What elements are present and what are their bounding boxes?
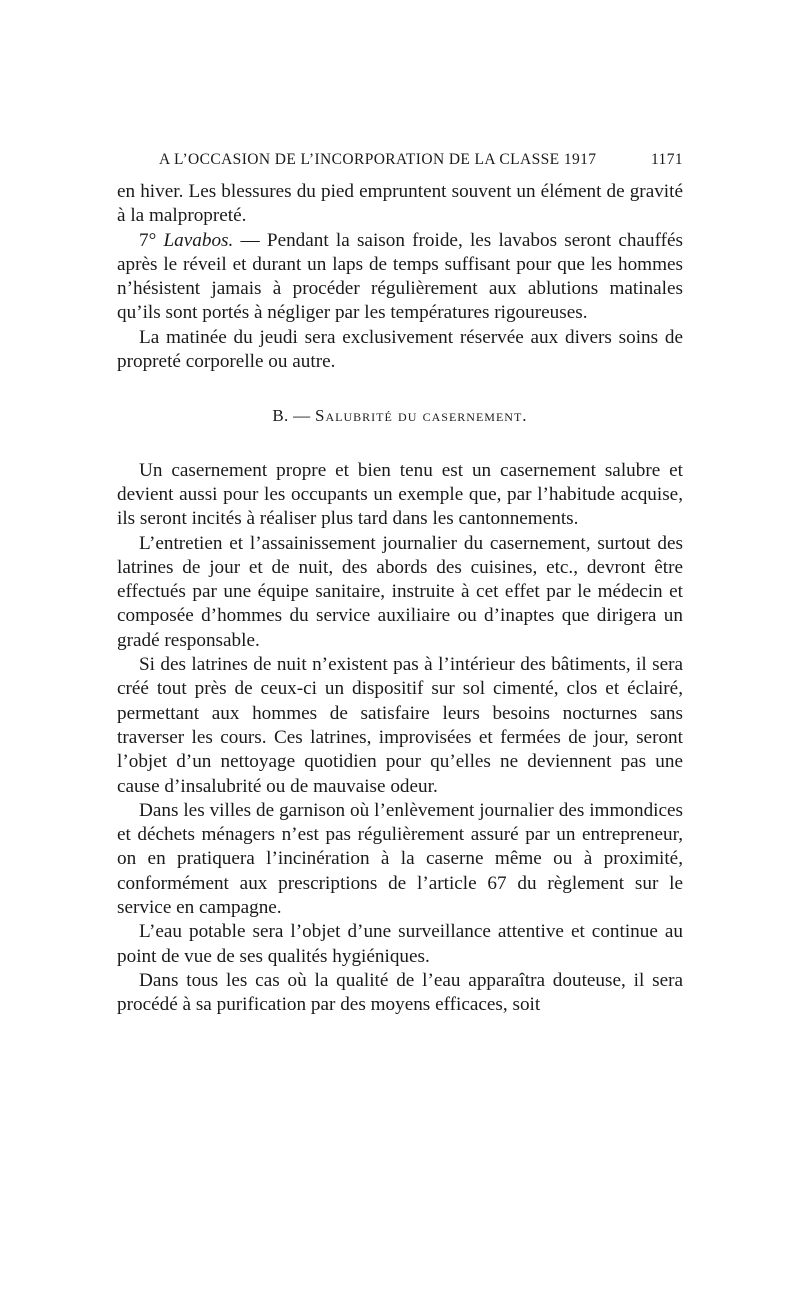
paragraph-latrines: Si des latrines de nuit n’existent pas à l’intérieur des bâtiments, il sera créé tout près de ceux-ci un dispositif sur sol cimenté, clos et éclairé, permettant aux hommes de satisfaire leurs besoins nocturnes sans traverser les cours. Ces latrines, improvisées et fermées de jour, seront l’objet d’un nettoyage quotidien pour qu’elles ne deviennent pas une cause d’insalubrité ou de mauvaise odeur. <box>117 654 683 797</box>
paragraph-immondices: Dans les villes de garnison où l’enlèvement journalier des immondices et déchets ménagers n’est pas régulièrement assuré par un entrepreneur, on en pratiquera l’incinération à la caserne même ou à proximité, conformément aux prescriptions de l’article 67 du règlement sur le service en campagne. <box>117 799 683 919</box>
section-letter: B. — <box>272 406 316 426</box>
paragraph-jeudi: La matinée du jeudi sera exclusivement réservée aux divers soins de propreté corporelle ou autre. <box>117 326 683 373</box>
paragraph-lavabos <box>117 229 683 326</box>
paragraph-eau-potable: L’eau potable sera l’objet d’une surveillance attentive et continue au point de vue de ses qualités hygiéniques. <box>117 921 683 967</box>
paragraph-casernement: Un casernement propre et bien tenu est un casernement salubre et devient aussi pour les occupants un exemple que, par l’habitude acquise, ils seront incités à réaliser plus tard dans les cantonnements. <box>117 459 683 530</box>
body-text <box>117 180 683 1018</box>
running-head <box>159 148 683 180</box>
book-page <box>117 148 683 1018</box>
item-text: — Pendant la saison froide, les lavabos seront chauffés après le réveil et durant un laps de temps suffisant pour que les hommes n’hésistent jamais à procéder régulièrement aux ablutions matinales qu’ils sont portés à négliger par les températures rigoureuses. <box>117 229 683 324</box>
page-number: 1171 <box>650 151 683 168</box>
paragraph-continued: en hiver. Les blessures du pied empruntent souvent un élément de gravité à la malpropreté. <box>117 181 683 227</box>
paragraph-purification: Dans tous les cas où la qualité de l’eau apparaîtra douteuse, il sera procédé à sa purification par des moyens efficaces, soit <box>117 969 683 1016</box>
running-title: A L’OCCASION DE L’INCORPORATION DE LA CLASSE 1917 <box>159 151 597 168</box>
paragraph-entretien: L’entretien et l’assainissement journalier du casernement, surtout des latrines de jour et de nuit, des abords des cuisines, etc., devront être effectués par une équipe sanitaire, instruite à cet effet par le médecin et composée d’hommes du service auxiliaire ou d’inaptes que dirigera un gradé responsable. <box>117 532 683 651</box>
item-term: Lavabos. <box>163 229 234 251</box>
section-heading <box>117 404 683 428</box>
section-title: Salubrité du casernement. <box>315 406 528 426</box>
item-number: 7° <box>139 229 157 251</box>
